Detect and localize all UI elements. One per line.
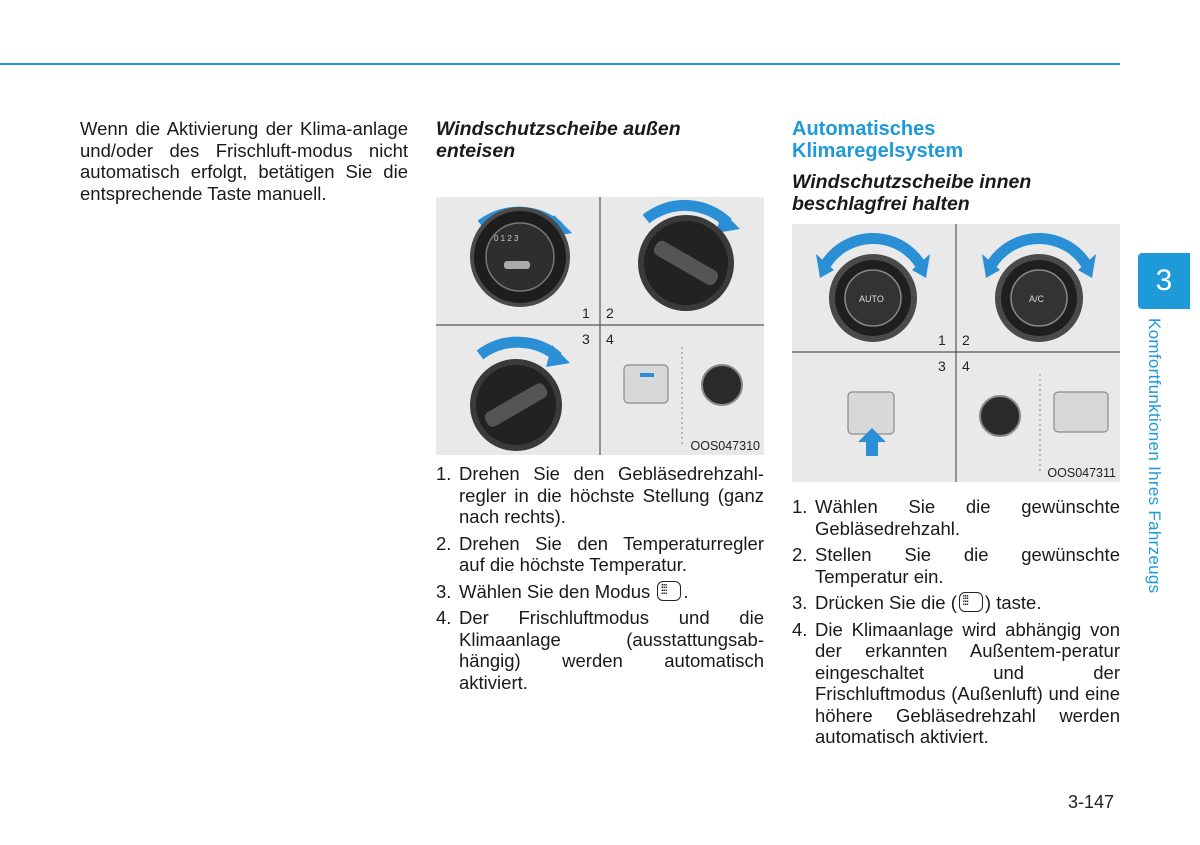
figure-illustration [792, 224, 1120, 482]
list-item: 3. Wählen Sie den Modus ⁞⁞⁞ . [436, 581, 764, 603]
quadrant-label-4: 4 [606, 331, 614, 347]
list-item: 3. Drücken Sie die (⁞⁞⁞ ) taste. [792, 592, 1120, 614]
figure-dials-automatic [792, 224, 1120, 482]
windshield-defrost-icon [657, 581, 681, 601]
section-heading-automatic-climate: Automatisches Klimaregelsystem [792, 118, 964, 162]
figure-dials-outside [436, 197, 764, 455]
subheading-inside-demist: Windschutzscheibe innen beschlagfrei halten [792, 171, 1032, 215]
list-item: 1. Drehen Sie den Gebläsedrehzahl-regler in die höchste Stellung (ganz nach rechts). [436, 463, 764, 527]
top-rule [0, 63, 1120, 65]
list-item: 1. Wählen Sie die gewünschte Gebläsedrehzahl. [792, 496, 1120, 539]
list-item: 2. Drehen Sie den Temperaturregler auf die höchste Temperatur. [436, 532, 764, 575]
page-number: 3-147 [1068, 792, 1115, 812]
list-item: 4. Der Frischluftmodus und die Klimaanlage (ausstattungsab-hängig) werden automatisch aktiviert. [436, 607, 764, 693]
quadrant-label-4: 4 [962, 358, 970, 374]
quadrant-label-3: 3 [938, 358, 946, 374]
chapter-tab: 3 [1138, 253, 1190, 309]
svg-text:A/C: A/C [1029, 294, 1045, 304]
section-heading-outside-defrost: Windschutzscheibe außen enteisen [436, 118, 681, 162]
column-3 [792, 118, 1120, 753]
quadrant-label-2: 2 [962, 332, 970, 348]
svg-text:0 1 2 3: 0 1 2 3 [494, 234, 519, 243]
quadrant-label-1: 1 [582, 305, 590, 321]
quadrant-label-3: 3 [582, 331, 590, 347]
steps-list-automatic [792, 496, 1120, 748]
chapter-title-text: Komfortfunktionen Ihres Fahrzeugs [1145, 318, 1164, 594]
column-1 [80, 118, 408, 204]
intro-paragraph: Wenn die Aktivierung der Klima-anlage und/oder des Frischluft-modus nicht automatisch erfolgt, betätigen Sie die entsprechende Taste manuell. [80, 118, 408, 204]
figure-code: OOS047310 [690, 439, 760, 453]
figure-code: OOS047311 [1047, 466, 1116, 480]
list-item: 4. Die Klimaanlage wird abhängig von der erkannten Außentem-peratur eingeschaltet und der Frischluftmodus (Außenluft) und eine höhere Gebläsedrehzahl werden automatisch aktiviert. [792, 618, 1120, 747]
steps-list-outside [436, 463, 764, 693]
windshield-defrost-icon [959, 592, 983, 612]
quadrant-label-2: 2 [606, 305, 614, 321]
figure-illustration [436, 197, 764, 455]
list-item: 2. Stellen Sie die gewünschte Temperatur ein. [792, 544, 1120, 587]
svg-text:AUTO: AUTO [859, 294, 884, 304]
chapter-title-vertical [1145, 318, 1178, 618]
quadrant-label-1: 1 [938, 332, 946, 348]
column-2 [436, 118, 764, 698]
